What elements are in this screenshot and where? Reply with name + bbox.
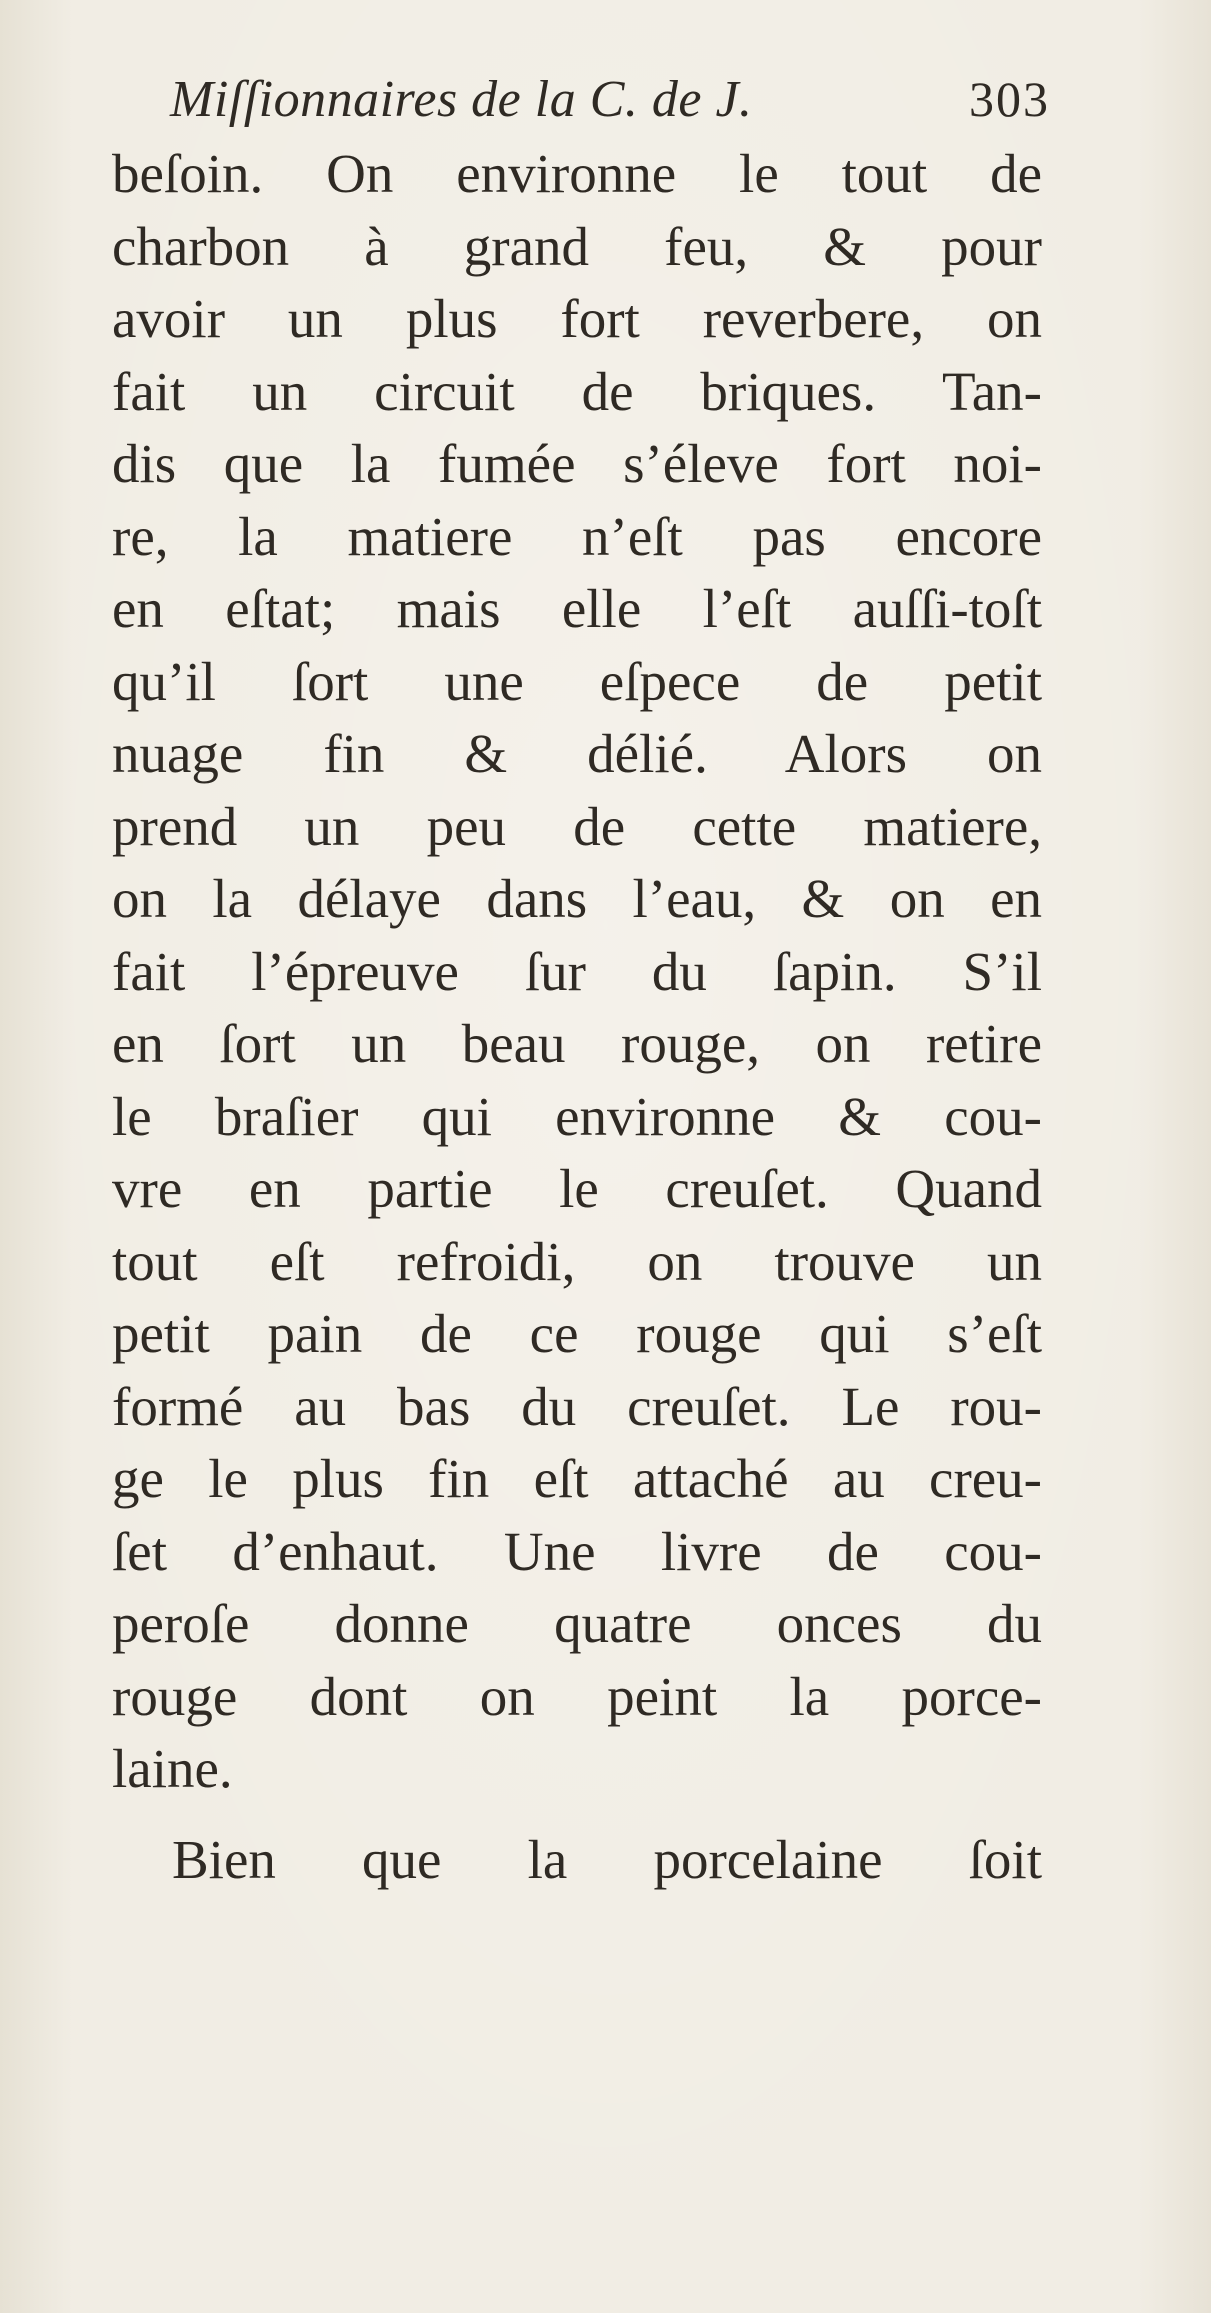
text-line: laine. — [112, 1738, 233, 1799]
page-number: 303 — [969, 71, 1050, 127]
text-line: avoir un plus fort reverbere, on — [112, 288, 1042, 349]
text-line: nuage fin & délié. Alors on — [112, 723, 1042, 784]
text-line: formé au bas du creuſet. Le rou- — [112, 1375, 1042, 1437]
text-line: vre en partie le creuſet. Quand — [112, 1158, 1042, 1219]
text-line: ſet d’enhaut. Une livre de cou- — [112, 1520, 1042, 1582]
page-header — [170, 64, 1050, 135]
paragraph-2 — [112, 1824, 1042, 1897]
body-text — [112, 138, 1042, 1896]
text-line: rouge dont on peint la porce- — [112, 1665, 1042, 1727]
text-line: fait l’épreuve ſur du ſapin. S’il — [112, 940, 1042, 1002]
text-line: petit pain de ce rouge qui s’eſt — [112, 1303, 1042, 1364]
text-line: en ſort un beau rouge, on retire — [112, 1013, 1042, 1074]
paragraph-break — [112, 1806, 1042, 1824]
text-line: beſoin. On environne le tout de — [112, 143, 1042, 204]
text-line: Bien que la porcelaine ſoit — [172, 1828, 1042, 1890]
text-line: charbon à grand feu, & pour — [112, 215, 1042, 277]
text-line: tout eſt refroidi, on trouve un — [112, 1230, 1042, 1292]
running-title: Miſſionnaires de la C. de J. — [170, 71, 753, 128]
text-line: le braſier qui environne & cou- — [112, 1085, 1042, 1147]
text-line: prend un peu de cette matiere, — [112, 795, 1042, 857]
text-line: fait un circuit de briques. Tan- — [112, 360, 1042, 422]
text-line: re, la matiere n’eſt pas encore — [112, 505, 1042, 567]
text-line: dis que la fumée s’éleve fort noi- — [112, 433, 1042, 494]
text-line: ge le plus fin eſt attaché au creu- — [112, 1448, 1042, 1509]
text-line: on la délaye dans l’eau, & on en — [112, 868, 1042, 929]
text-line: en eſtat; mais elle l’eſt auſſi-toſt — [112, 578, 1042, 639]
paragraph-1 — [112, 138, 1042, 1806]
text-line: qu’il ſort une eſpece de petit — [112, 650, 1042, 712]
text-line: peroſe donne quatre onces du — [112, 1593, 1042, 1654]
